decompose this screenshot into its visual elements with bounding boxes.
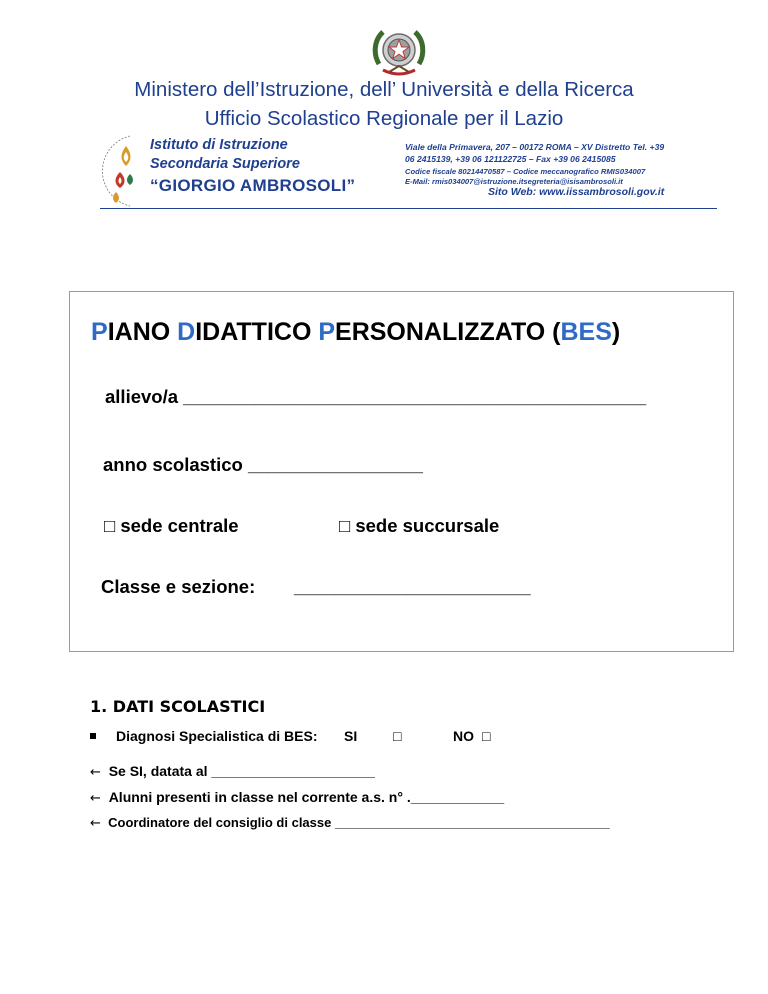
class-section-line[interactable]: _______________________ xyxy=(294,576,531,597)
site-central-option[interactable] xyxy=(104,515,239,537)
school-year-label: anno scolastico xyxy=(103,454,243,475)
coordinator-line[interactable]: ______________________________________ xyxy=(334,815,610,830)
student-line[interactable]: _____________________________________________ xyxy=(183,386,647,407)
address-line: Viale della Primavera, 207 – 00172 ROMA – XV Distretto Tel. +39 xyxy=(405,142,665,152)
student-field[interactable] xyxy=(105,386,646,408)
arrow-left-icon: ← xyxy=(90,816,101,831)
yes-label: SI xyxy=(344,728,358,744)
yes-checkbox[interactable]: □ xyxy=(393,728,402,744)
diagnosis-date-label: Se SI, datata al xyxy=(108,763,208,779)
tax-code-line: Codice fiscale 80214470587 – Codice meccanografico RMIS034007 xyxy=(405,167,646,176)
phone-line: 06 2415139, +39 06 121122725 – Fax +39 06 2415085 xyxy=(405,154,616,164)
diagnosis-date-line[interactable]: _____________________ xyxy=(211,763,375,779)
arrow-left-icon: ← xyxy=(90,765,101,780)
coordinator-label: Coordinatore del consiglio di classe xyxy=(108,815,332,830)
site-branch-label: sede succursale xyxy=(355,515,500,536)
school-name: “GIORGIO AMBROSOLI” xyxy=(150,176,356,195)
section-heading: 1. DATI SCOLASTICI xyxy=(90,697,266,716)
school-type-line2: Secondaria Superiore xyxy=(150,156,300,172)
site-branch-option[interactable] xyxy=(339,515,499,537)
website-link[interactable]: Sito Web: www.iissambrosoli.gov.it xyxy=(488,186,665,198)
email-line: E-Mail: rmis034007@istruzione.itsegreteria@isisambrosoli.it xyxy=(405,177,623,186)
students-count-line[interactable]: ____________ xyxy=(410,789,505,805)
ministry-name: Ministero dell’Istruzione, dell’ Università e della Ricerca xyxy=(134,78,634,101)
students-count-label: Alunni presenti in classe nel corrente a.s. n° . xyxy=(108,789,411,805)
students-count-row xyxy=(90,789,504,806)
italian-republic-emblem-icon xyxy=(369,20,429,80)
coordinator-row xyxy=(90,815,610,831)
school-type-line1: Istituto di Istruzione xyxy=(150,137,288,153)
school-year-field[interactable] xyxy=(103,454,423,476)
site-central-label: sede centrale xyxy=(120,515,239,536)
diagnosis-label: Diagnosi Specialistica di BES: xyxy=(116,728,318,744)
site-branch-checkbox[interactable]: □ xyxy=(339,515,351,536)
header-divider xyxy=(100,208,717,209)
site-central-checkbox[interactable]: □ xyxy=(104,515,116,536)
no-checkbox[interactable]: □ xyxy=(482,728,491,744)
school-year-line[interactable]: _________________ xyxy=(247,454,423,475)
regional-office-name: Ufficio Scolastico Regionale per il Lazio xyxy=(204,107,564,130)
class-section-label: Classe e sezione: xyxy=(101,576,256,597)
school-logo-icon xyxy=(90,130,148,212)
student-label: allievo/a xyxy=(105,386,179,407)
arrow-left-icon: ← xyxy=(90,791,101,806)
bullet-icon xyxy=(90,733,96,739)
diagnosis-date-row xyxy=(90,763,375,780)
no-label: NO xyxy=(453,728,474,744)
form-title: PIANO DIDATTICO PERSONALIZZATO (BES) xyxy=(91,318,621,346)
